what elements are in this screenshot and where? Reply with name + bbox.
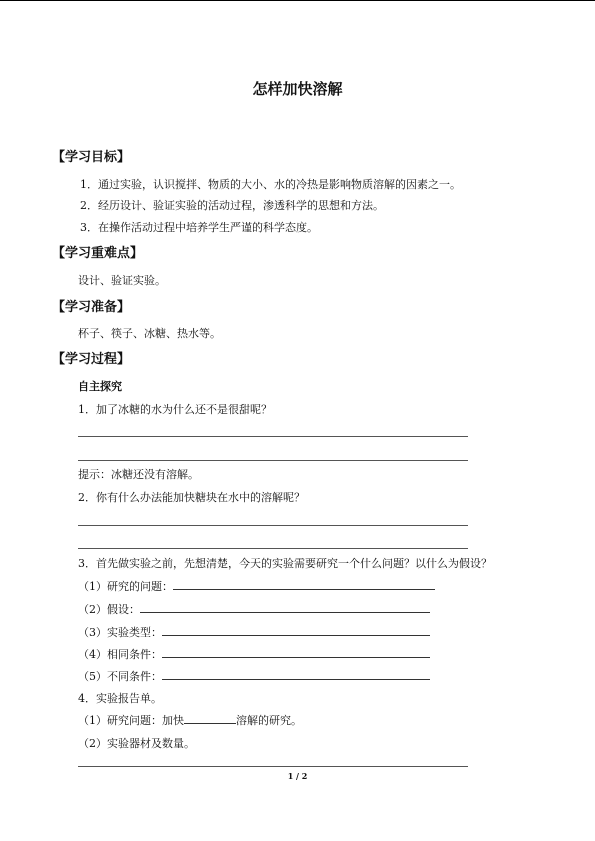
blank-field[interactable] xyxy=(162,646,430,658)
answer-line[interactable] xyxy=(78,436,468,437)
section-heading-goals: 【学习目标】 xyxy=(52,150,131,165)
page-title: 怎样加快溶解 xyxy=(252,80,343,98)
question-2: 2．你有什么办法能加快糖块在水中的溶解呢？ xyxy=(78,491,305,504)
section-heading-preparation: 【学习准备】 xyxy=(52,300,131,315)
q4-item-label-before: （1）研究问题：加快 xyxy=(78,714,184,727)
answer-line[interactable] xyxy=(78,460,468,461)
q3-item-same-conditions xyxy=(78,646,430,662)
goal-item: 2．经历设计、验证实验的活动过程，渗透科学的思想和方法。 xyxy=(80,199,384,212)
section-heading-key-points: 【学习重难点】 xyxy=(52,246,144,261)
q3-item-experiment-type xyxy=(78,624,430,640)
process-subheading: 自主探究 xyxy=(78,380,122,393)
blank-field[interactable] xyxy=(162,668,430,680)
blank-field[interactable] xyxy=(140,601,430,613)
question-1: 1．加了冰糖的水为什么还不是很甜呢？ xyxy=(78,403,272,416)
section-heading-process: 【学习过程】 xyxy=(52,352,131,367)
page-number: 1 / 2 xyxy=(287,771,308,781)
q3-item-label: （3）实验类型： xyxy=(78,626,162,639)
question-3: 3．首先做实验之前，先想清楚，今天的实验需要研究一个什么问题？以什么为假设？ xyxy=(78,557,492,570)
hint-text: 提示：冰糖还没有溶解。 xyxy=(78,468,199,481)
q3-item-different-conditions xyxy=(78,668,430,684)
q3-item-research-question xyxy=(78,578,435,594)
q4-item-label-after: 溶解的研究。 xyxy=(236,714,302,727)
q4-item-research-question xyxy=(78,712,302,728)
answer-line[interactable] xyxy=(78,548,468,549)
question-4: 4．实验报告单。 xyxy=(78,692,162,705)
answer-line[interactable] xyxy=(78,525,468,526)
blank-field[interactable] xyxy=(173,578,435,590)
q3-item-label: （5）不同条件： xyxy=(78,670,162,683)
q3-item-label: （1）研究的问题： xyxy=(78,580,173,593)
footer-rule xyxy=(78,766,468,767)
goal-item: 1．通过实验，认识搅拌、物质的大小、水的冷热是影响物质溶解的因素之一。 xyxy=(80,178,461,191)
q3-item-label: （2）假设： xyxy=(78,603,140,616)
q3-item-label: （4）相同条件： xyxy=(78,648,162,661)
blank-field[interactable] xyxy=(162,624,430,636)
q4-item-materials: （2）实验器材及数量。 xyxy=(78,737,195,750)
preparation-text: 杯子、筷子、冰糖、热水等。 xyxy=(78,327,221,340)
q3-item-hypothesis xyxy=(78,601,430,617)
goal-item: 3．在操作活动过程中培养学生严谨的科学态度。 xyxy=(80,221,318,234)
header-rule xyxy=(0,0,595,1)
blank-field[interactable] xyxy=(184,712,236,724)
key-points-text: 设计、验证实验。 xyxy=(78,274,166,287)
